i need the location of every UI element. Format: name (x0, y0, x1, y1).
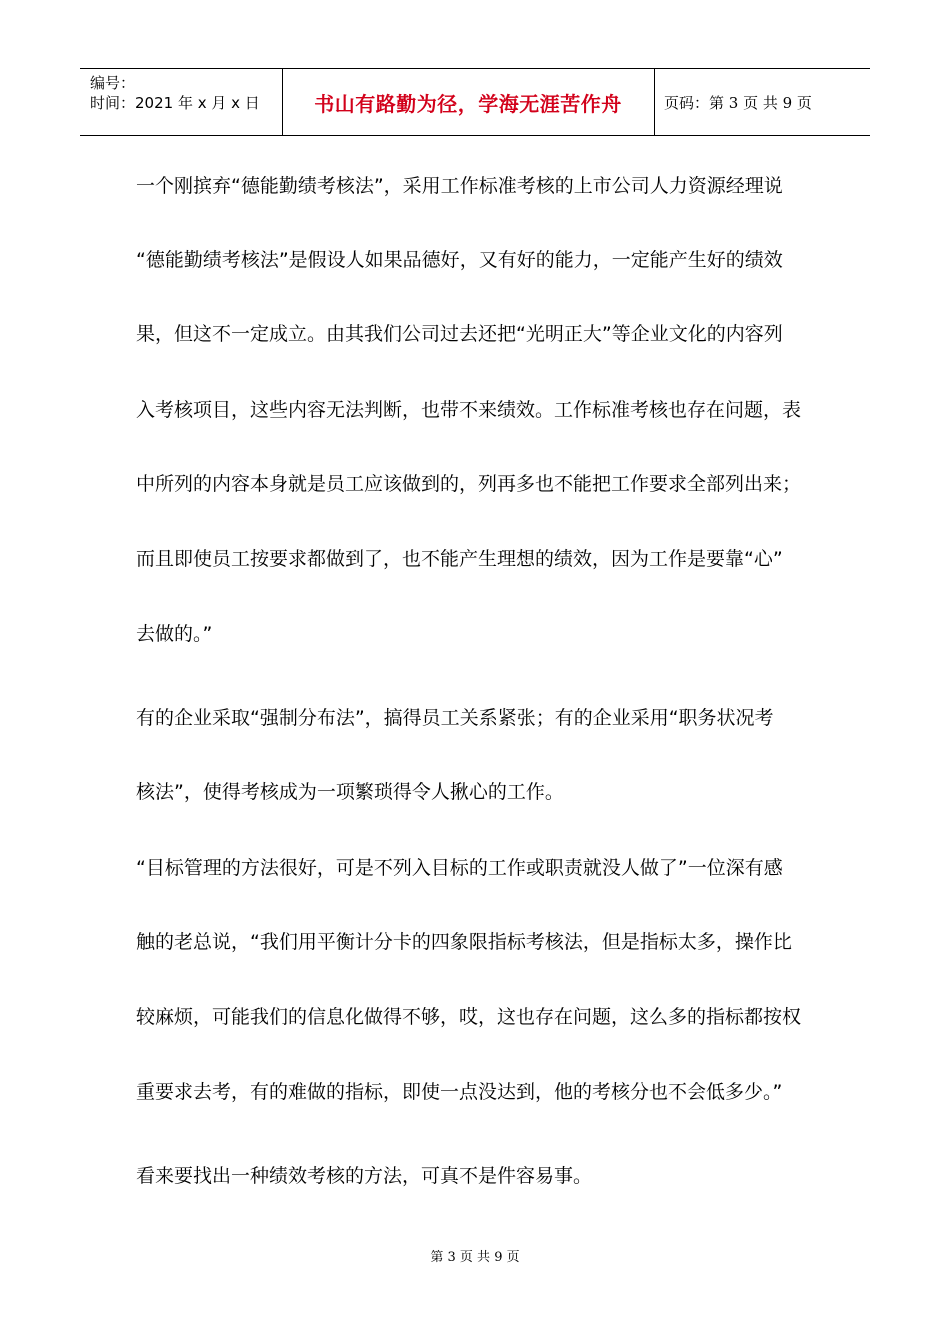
body-line: “德能勤绩考核法”是假设人如果品德好，又有好的能力，一定能产生好的绩效 (136, 249, 783, 271)
header-motto: 书山有路勤为径，学海无涯苦作舟 (314, 91, 622, 116)
header-meta (90, 73, 260, 113)
body-line: 较麻烦，可能我们的信息化做得不够，哎，这也存在问题，这么多的指标都按权 (136, 1006, 802, 1028)
body-line: “目标管理的方法很好，可是不列入目标的工作或职责就没人做了”一位深有感 (136, 857, 783, 879)
header-divider-right (654, 69, 655, 135)
body-line: 核法”，使得考核成为一项繁琐得令人揪心的工作。 (136, 781, 564, 803)
header-page-info: 页码：第 3 页 共 9 页 (664, 93, 812, 112)
document-number-label: 编号： (90, 74, 136, 92)
body-line: 一个刚摈弃“德能勤绩考核法”，采用工作标准考核的上市公司人力资源经理说 (136, 175, 783, 197)
body-line: 触的老总说，“我们用平衡计分卡的四象限指标考核法，但是指标太多，操作比 (136, 931, 792, 953)
body-line: 中所列的内容本身就是员工应该做到的，列再多也不能把工作要求全部列出来； (136, 473, 802, 495)
document-date-label: 时间：2021 年 x 月 x 日 (90, 94, 260, 112)
body-line: 重要求去考，有的难做的指标，即使一点没达到，他的考核分也不会低多少。” (136, 1081, 783, 1103)
body-line: 看来要找出一种绩效考核的方法，可真不是件容易事。 (136, 1165, 593, 1187)
body-line: 而且即使员工按要求都做到了，也不能产生理想的绩效，因为工作是要靠“心” (136, 548, 783, 570)
body-line: 入考核项目，这些内容无法判断，也带不来绩效。工作标准考核也存在问题，表 (136, 399, 802, 421)
document-header (80, 68, 870, 136)
body-line: 有的企业采取“强制分布法”，搞得员工关系紧张；有的企业采用“职务状况考 (136, 707, 774, 729)
body-line: 果，但这不一定成立。由其我们公司过去还把“光明正大”等企业文化的内容列 (136, 323, 783, 345)
body-line: 去做的。” (136, 623, 213, 645)
page-footer: 第 3 页 共 9 页 (430, 1250, 520, 1265)
